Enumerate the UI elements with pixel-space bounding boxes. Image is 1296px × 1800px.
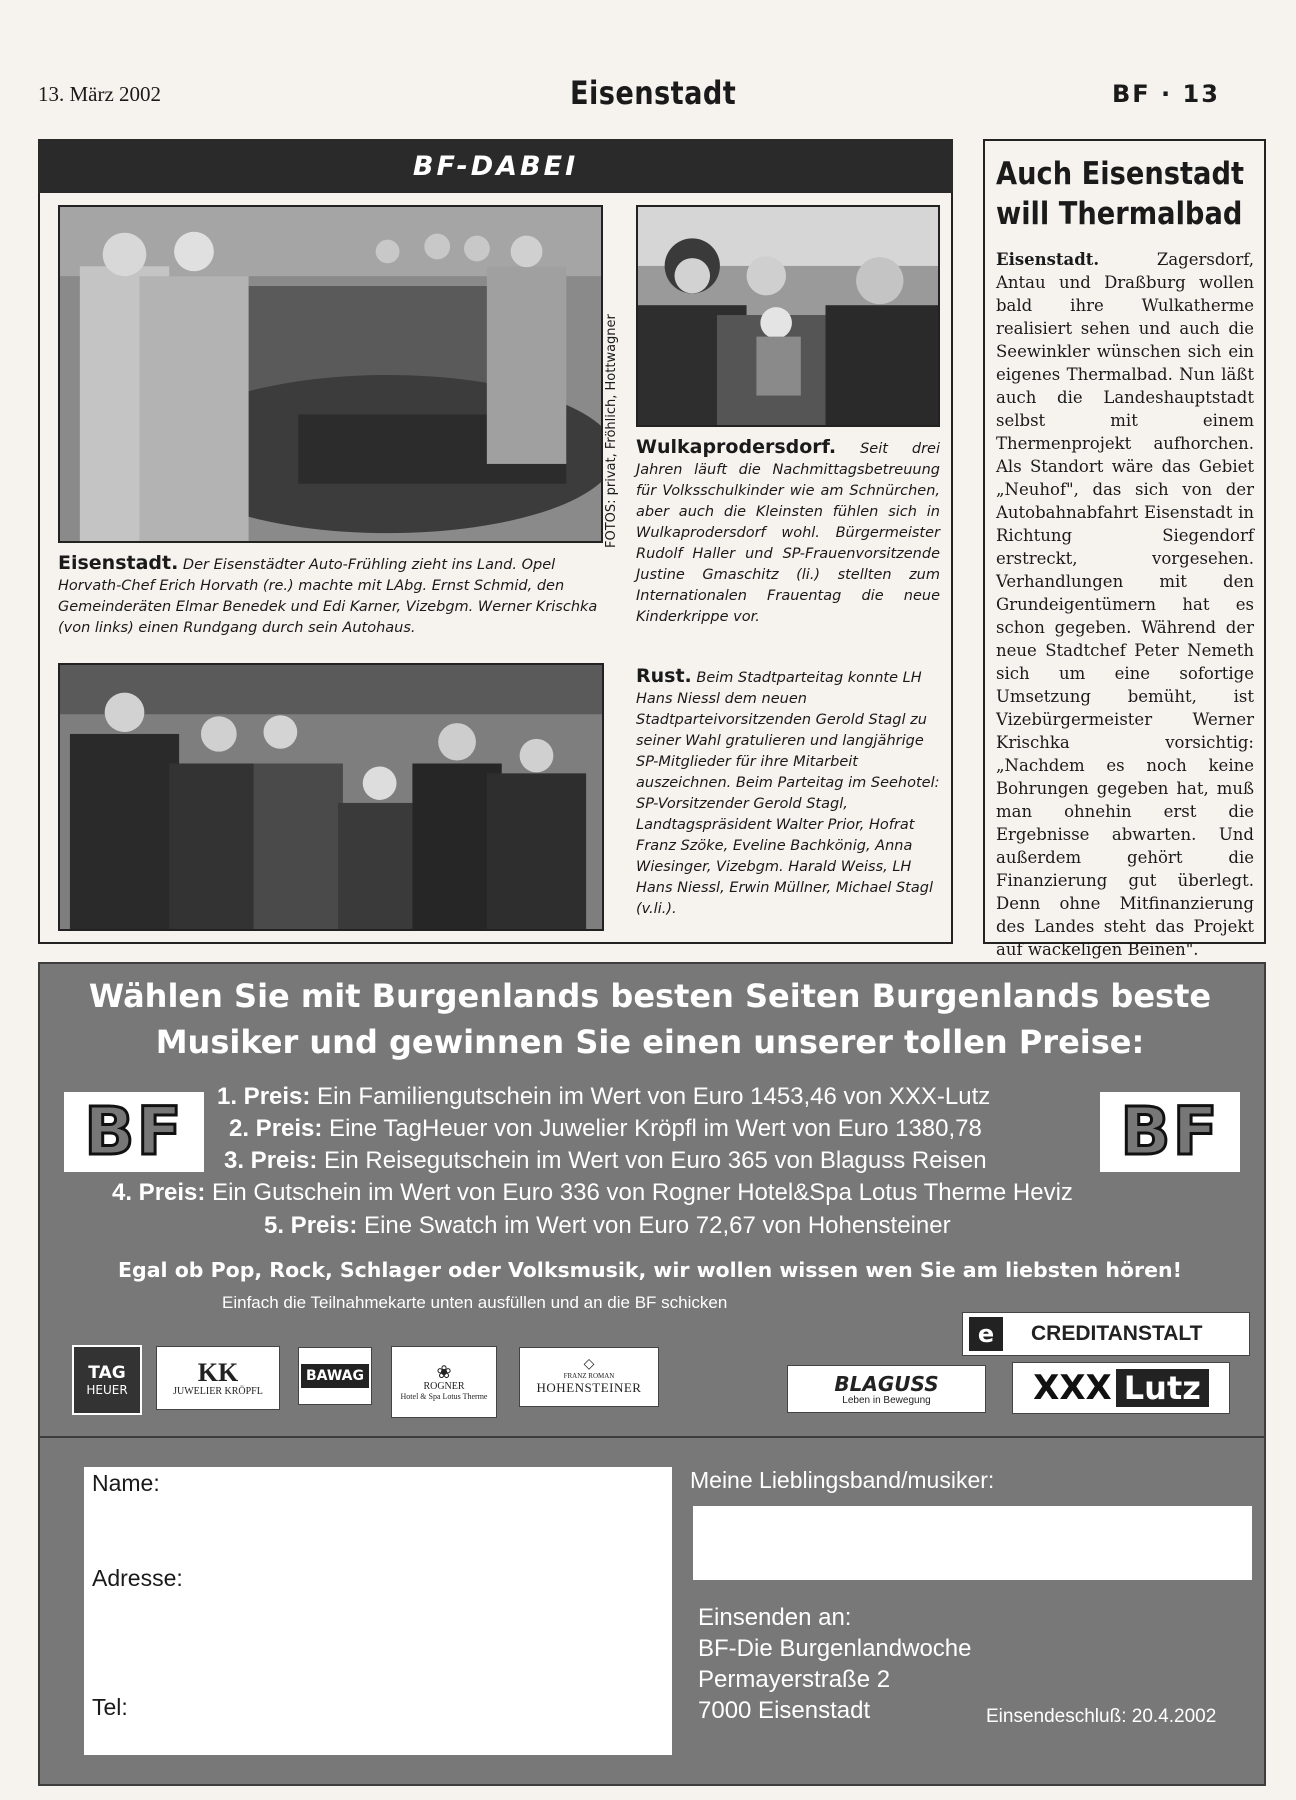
bawag-logo: BAWAG [298, 1347, 372, 1405]
bf-logo-left: BF [64, 1092, 204, 1172]
ad-divider [40, 1436, 1264, 1438]
name-field[interactable] [225, 1467, 672, 1563]
address-label: Adresse: [92, 1565, 183, 1591]
photo-stadtparteitag [58, 663, 604, 931]
bf-logo-right: BF [1100, 1092, 1240, 1172]
tel-field[interactable] [225, 1685, 672, 1755]
submission-deadline: Einsendeschluß: 20.4.2002 [986, 1706, 1217, 1727]
prize-3: 3. Preis: Ein Reisegutschein im Wert von Euro 365 von Blaguss Reisen [224, 1147, 987, 1174]
caption-rust: Rust. Beim Stadtparteitag konnte LH Hans Niessl dem neuen Stadtparteivorsitzenden Gerold Stagl zu seiner Wahl gratulieren und langjährige SP-Mitglieder für ihre Mitarbeit auszeichnen. Beim Parteitag im Seehotel: SP-Vorsitzender Gerold Stagl, Landtagspräsident Walter Prior, Hofrat Franz Szöke, Eveline Bachkönig, Anna Wiesinger, Vizebgm. Harald Weiss, LH Hans Niessl, Erwin Müllner, Michael Stagl (v.li.). [636, 665, 940, 917]
photo-credit: FOTOS: privat, Fröhlich, Hottwagner [604, 314, 619, 548]
address-field[interactable] [225, 1563, 672, 1683]
hohensteiner-logo: ◇ FRANZ ROMAN HOHENSTEINER [519, 1347, 659, 1407]
prize-1: 1. Preis: Ein Familiengutschein im Wert von Euro 1453,46 von XXX-Lutz [217, 1083, 991, 1110]
favorite-band-label: Meine Lieblingsband/musiker: [690, 1467, 995, 1493]
name-label: Name: [92, 1470, 160, 1496]
kroepfl-logo: KK JUWELIER KRÖPFL [156, 1346, 280, 1410]
article-headline: Auch Eisenstadt will Thermalbad [996, 156, 1245, 232]
page-number: BF · 13 [1112, 80, 1220, 108]
favorite-band-field[interactable] [693, 1506, 1252, 1580]
caption-eisenstadt: Eisenstadt. Der Eisenstädter Auto-Frühling zieht ins Land. Opel Horvath-Chef Erich Horvath (re.) machte mit LAbg. Ernst Schmid, den Gemeinderäten Elmar Benedek und Edi Karner, Vizebgm. Werner Krischka (von links) einen Rundgang durch sein Autohaus. [58, 552, 598, 636]
photo-kinderkrippe [636, 205, 940, 427]
creditanstalt-logo: e CREDITANSTALT [962, 1312, 1250, 1356]
tel-label: Tel: [92, 1694, 128, 1720]
article-body: Eisenstadt. Zagersdorf, Antau und Draßburg wollen bald ihre Wulkatherme realisiert sehen und auch die Seewinkler wünschen sich ein eigenes Thermalbad. Nun läßt auch die Landeshauptstadt selbst mit einem Thermenprojekt aufhorchen. Als Standort wäre das Gebiet „Neuhof", das sich von der Autobahnabfahrt Eisenstadt in Richtung Siegendorf erstreckt, vorgesehen. Verhandlungen mit den Grundeigentümern hat es schon gegeben. Während der neue Stadtchef Peter Nemeth sich um eine sofortige Umsetzung bemüht, ist Vizebürgermeister Werner Krischka vorsichtig: „Nachdem es noch keine Bohrungen gegeben hat, muß man ohnehin erst die Ergebnisse abwarten. Und außerdem gehört die Finanzierung gut überlegt. Denn ohne Mitfinanzierung des Landes steht das Projekt auf wackeligen Beinen". [996, 250, 1254, 959]
mailing-address: Einsenden an: BF-Die Burgenlandwoche Permayerstraße 2 7000 Eisenstadt [698, 1604, 972, 1724]
rogner-logo: ❀ ROGNER Hotel & Spa Lotus Therme [391, 1346, 497, 1418]
caption-wulkaprodersdorf: Wulkaprodersdorf. Seit drei Jahren läuft die Nachmittagsbetreuung für Volksschulkinder wie am Schnürchen, aber auch die Kleinsten fühlen sich in Wulkaprodersdorf wohl. Bürgermeister Rudolf Haller und SP-Frauenvorsitzende Justine Gmaschitz (li.) stellten zum Internationalen Frauentag die neue Kinderkrippe vor. [636, 436, 940, 625]
blaguss-logo: BLAGUSS Leben in Bewegung [787, 1365, 986, 1413]
tagheuer-logo: TAG HEUER [72, 1345, 142, 1415]
ad-subline: Einfach die Teilnahmekarte unten ausfüllen und an die BF schicken [222, 1293, 728, 1312]
ad-slogan: Egal ob Pop, Rock, Schlager oder Volksmusik, wir wollen wissen wen Sie am liebsten hören! [118, 1258, 1182, 1282]
prize-4: 4. Preis: Ein Gutschein im Wert von Euro 336 von Rogner Hotel&Spa Lotus Therme Heviz [112, 1179, 1073, 1206]
prize-5: 5. Preis: Eine Swatch im Wert von Euro 72,67 von Hohensteiner [264, 1212, 951, 1239]
section-title: Eisenstadt [570, 74, 737, 112]
photo-car-dealership [58, 205, 603, 543]
issue-date: 13. März 2002 [38, 82, 162, 106]
xxxlutz-logo: XXX Lutz [1012, 1362, 1230, 1414]
dabei-banner: BF-DABEI [38, 139, 953, 193]
prize-2: 2. Preis: Eine TagHeuer von Juwelier Kröpfl im Wert von Euro 1380,78 [229, 1115, 982, 1142]
ad-headline: Wählen Sie mit Burgenlands besten Seiten Burgenlands beste Musiker und gewinnen Sie einen unserer tollen Preise: [88, 977, 1212, 1061]
